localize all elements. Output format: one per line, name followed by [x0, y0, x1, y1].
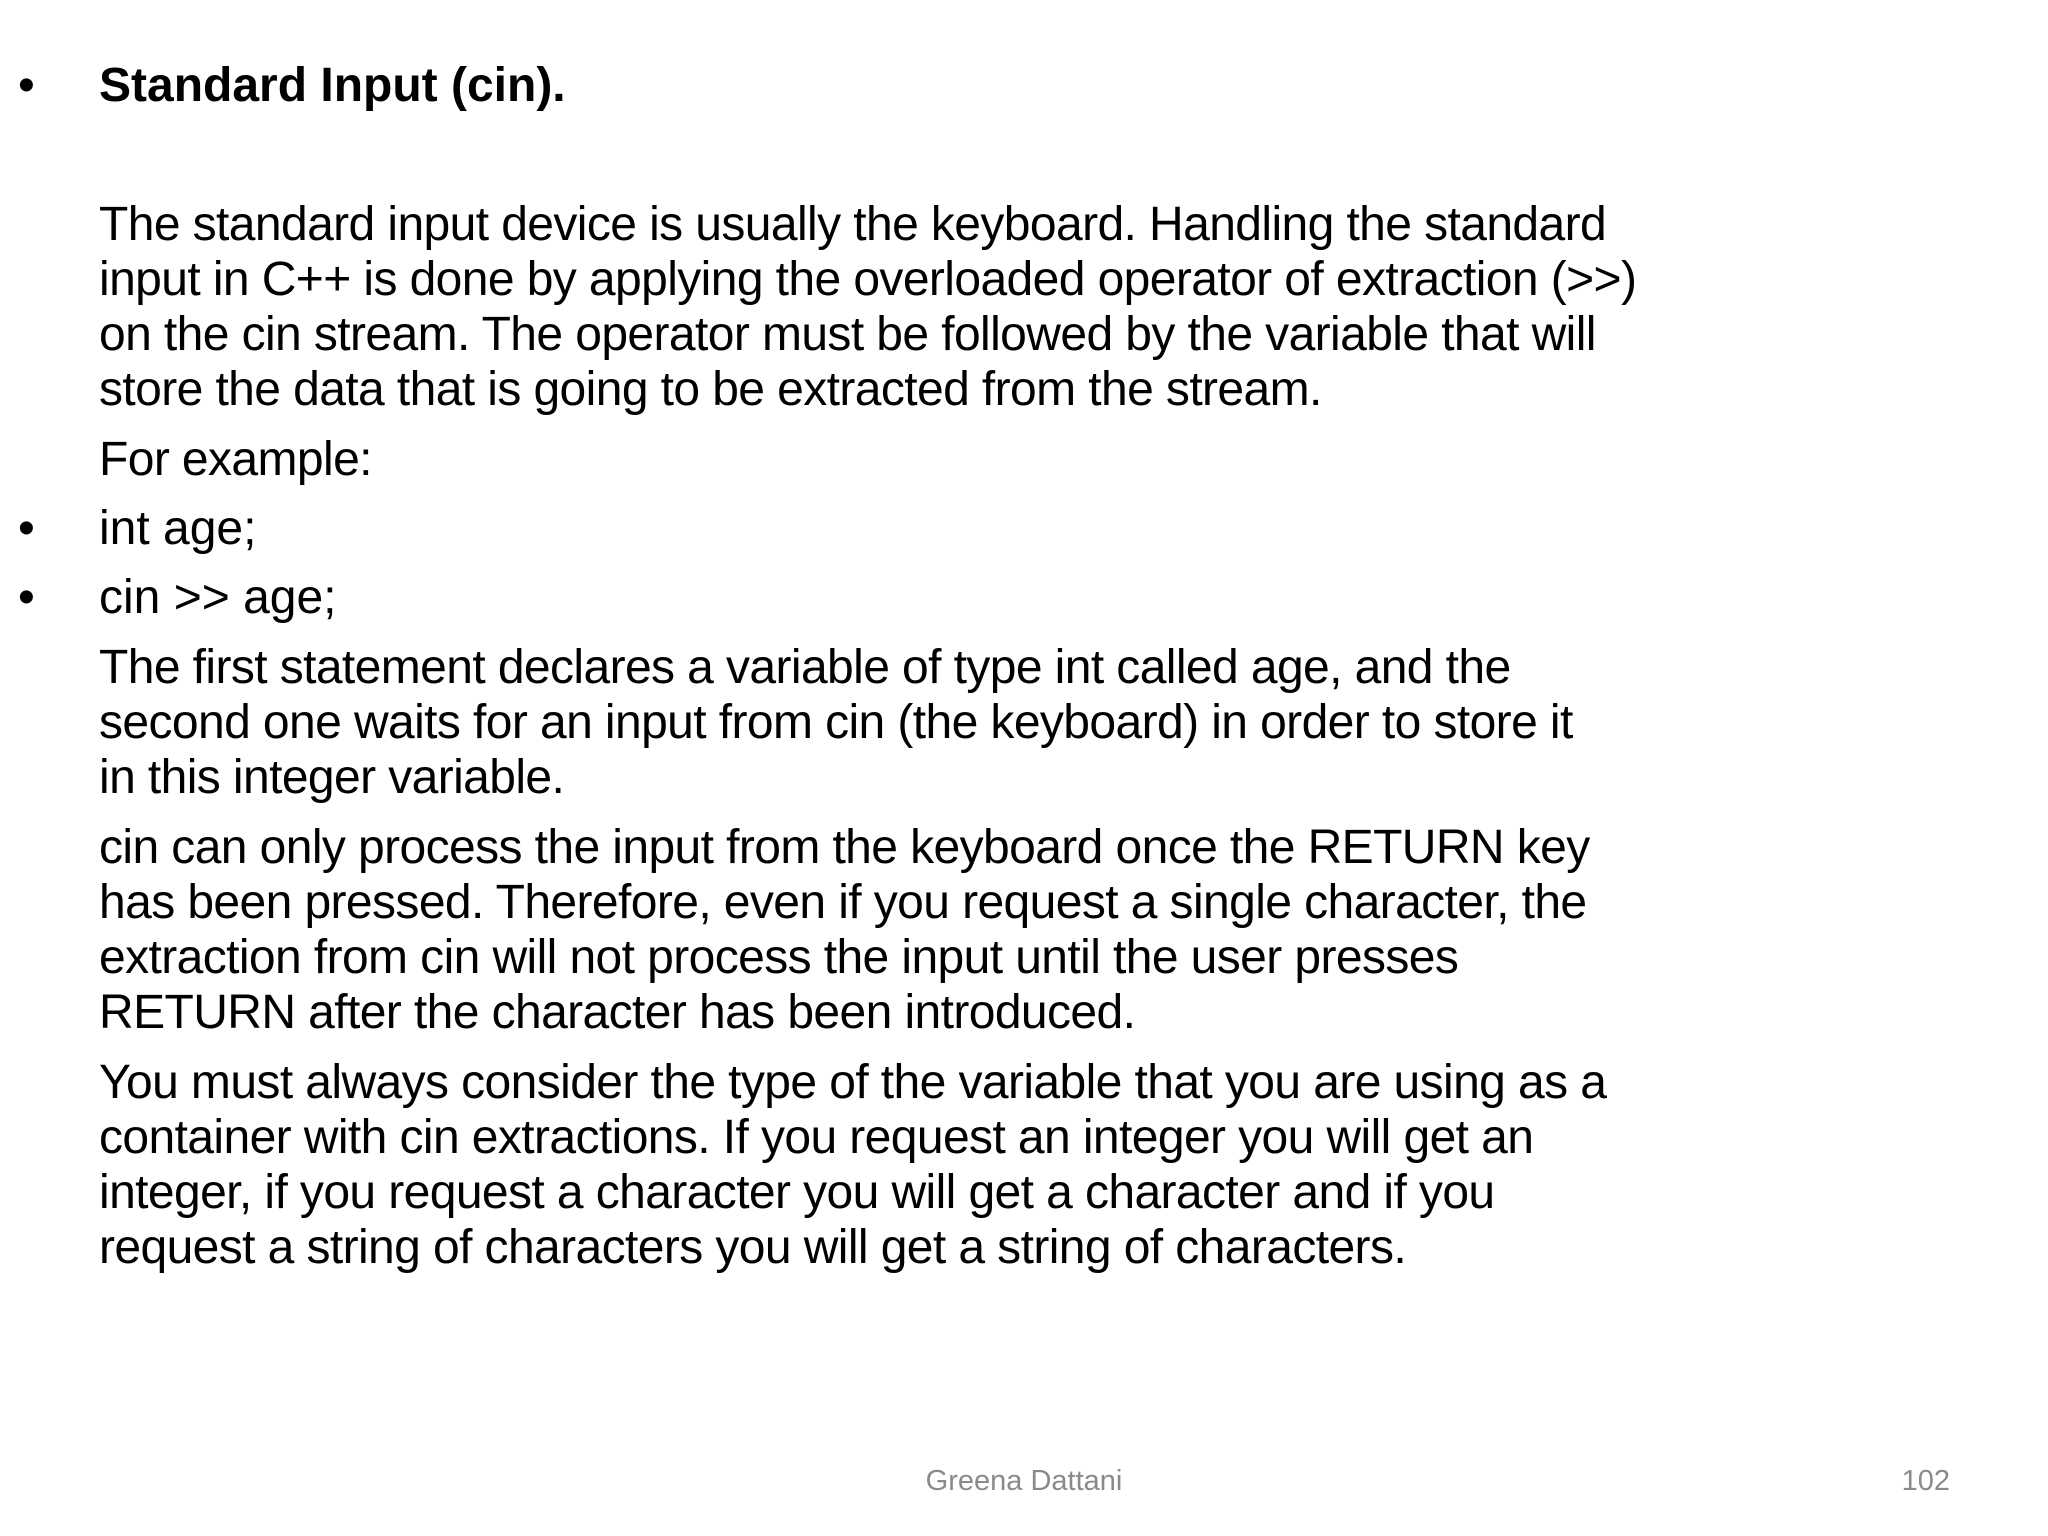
code-line-extraction: cin >> age; [99, 571, 337, 624]
footer-author: Greena Dattani [925, 1465, 1123, 1497]
explanation-paragraph [99, 640, 1899, 805]
paragraph-line: integer, if you request a character you will get a character and if you [99, 1166, 1495, 1219]
code-bullet: • [18, 502, 35, 555]
intro-paragraph [99, 197, 1899, 417]
paragraph-line: second one waits for an input from cin (the keyboard) in order to store it [99, 696, 1573, 749]
example-label: For example: [99, 433, 372, 486]
paragraph-line: cin can only process the input from the keyboard once the RETURN key [99, 821, 1590, 874]
paragraph-line: container with cin extractions. If you request an integer you will get an [99, 1111, 1534, 1164]
paragraph-line: RETURN after the character has been introduced. [99, 986, 1136, 1039]
paragraph-line: store the data that is going to be extracted from the stream. [99, 363, 1322, 416]
variable-type-paragraph [99, 1055, 1899, 1275]
paragraph-line: request a string of characters you will get a string of characters. [99, 1221, 1407, 1274]
paragraph-line: on the cin stream. The operator must be followed by the variable that will [99, 308, 1596, 361]
heading-bullet: • [18, 59, 35, 112]
code-bullet: • [18, 571, 35, 624]
paragraph-line: The standard input device is usually the keyboard. Handling the standard [99, 198, 1607, 251]
slide-number: 102 [1901, 1465, 1950, 1497]
code-line-declaration: int age; [99, 502, 257, 555]
paragraph-line: The first statement declares a variable of type int called age, and the [99, 641, 1511, 694]
slide-heading: Standard Input (cin). [99, 59, 566, 112]
paragraph-line: has been pressed. Therefore, even if you request a single character, the [99, 876, 1587, 929]
paragraph-line: input in C++ is done by applying the overloaded operator of extraction (>>) [99, 253, 1637, 306]
paragraph-line: extraction from cin will not process the input until the user presses [99, 931, 1459, 984]
paragraph-line: in this integer variable. [99, 751, 565, 804]
paragraph-line: You must always consider the type of the variable that you are using as a [99, 1056, 1607, 1109]
return-key-paragraph [99, 820, 1899, 1040]
